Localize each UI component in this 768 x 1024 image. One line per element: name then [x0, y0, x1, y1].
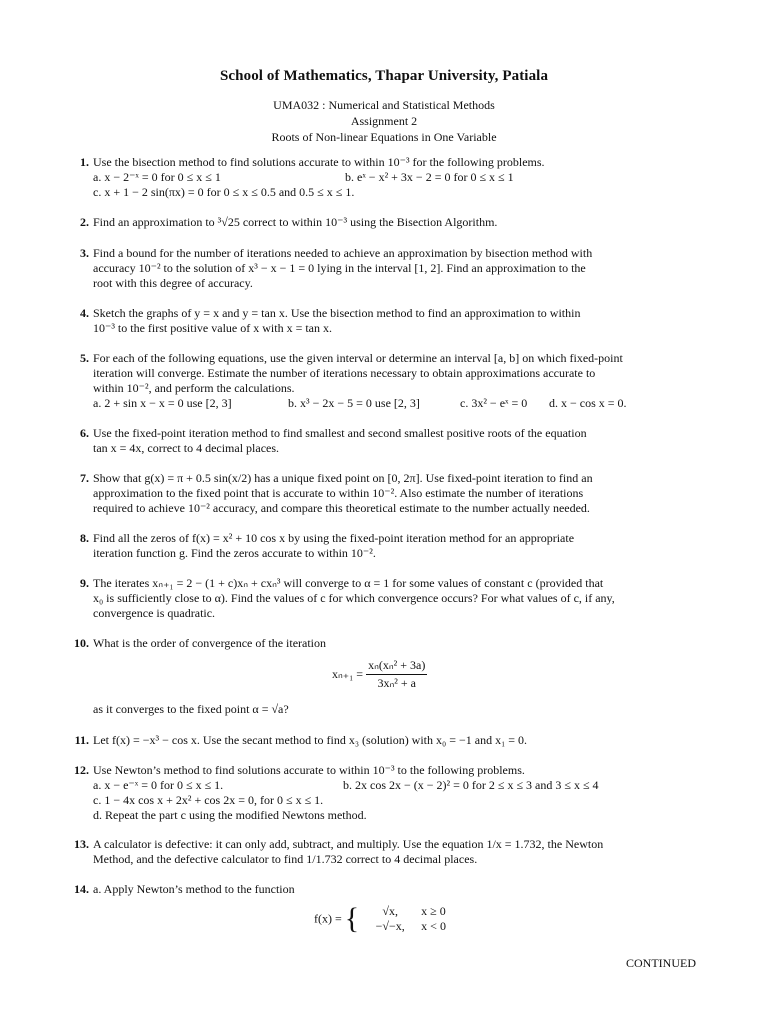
question-text-line-1: A calculator is defective: it can only add, subtract, and multiply. Use the equation 1/x = 1.732, the Newton	[93, 837, 604, 851]
question-11	[74, 733, 697, 748]
question-4	[80, 306, 697, 336]
question-number: 6.	[80, 426, 89, 440]
question-text-line-1: Find all the zeros of f(x) = x² + 10 cos x by using the fixed-point iteration method for an appropriate	[93, 531, 575, 545]
left-brace-icon: {	[344, 902, 360, 935]
question-number: 4.	[80, 306, 89, 320]
question-number: 3.	[80, 246, 89, 260]
topic-line: Roots of Non-linear Equations in One Variable	[271, 130, 497, 144]
question-text-line-3: required to achieve 10⁻² accuracy, and compare this theoretical estimate to the number actually needed.	[93, 501, 590, 515]
question-number: 9.	[80, 576, 89, 590]
part-c: c. 3x² − eˣ = 0	[460, 396, 528, 410]
question-12	[74, 763, 697, 823]
question-number: 10.	[74, 636, 89, 650]
question-5	[80, 351, 697, 411]
question-text-line-1: The iterates xₙ₊₁ = 2 − (1 + c)xₙ + cxₙ³ will converge to α = 1 for some values of constant c (provided that	[93, 576, 604, 590]
question-7	[80, 471, 697, 516]
page-title: School of Mathematics, Thapar University, Patiala	[219, 68, 549, 84]
question-text-line-2: iteration function g. Find the zeros accurate to within 10⁻².	[93, 546, 376, 560]
question-text-line-2: approximation to the fixed point that is accurate to within 10⁻². Also estimate the number of iterations	[93, 486, 584, 500]
question-parts	[93, 396, 697, 411]
question-9	[80, 576, 697, 621]
part-d: d. x − cos x = 0.	[549, 396, 627, 410]
question-6	[80, 426, 697, 456]
course-line: UMA032 : Numerical and Statistical Methods	[273, 98, 495, 112]
question-number: 8.	[80, 531, 89, 545]
question-number: 1.	[80, 155, 89, 169]
question-text-line-2: 10⁻³ to the first positive value of x with x = tan x.	[93, 321, 332, 335]
case-2-condition: x < 0	[421, 919, 446, 933]
question-text: Use the bisection method to find solutions accurate to within 10⁻³ for the following problems.	[93, 155, 545, 169]
question-text-line-2: x₀ is sufficiently close to α). Find the values of c for which convergence occurs? For what values of c, if any,	[93, 591, 615, 605]
question-1	[80, 155, 697, 200]
formula-lhs: xₙ₊₁ =	[332, 667, 364, 681]
assignment-line: Assignment 2	[350, 114, 418, 128]
question-text-line-2: iteration will converge. Estimate the number of iterations necessary to obtain approximations accurate to	[93, 366, 596, 380]
case-1	[362, 904, 446, 919]
question-text-line-1: Use the fixed-point iteration method to find smallest and second smallest positive roots of the equation	[93, 426, 587, 440]
question-parts	[93, 778, 697, 793]
part-b: b. x³ − 2x − 5 = 0 use [2, 3]	[288, 396, 420, 410]
case-1-condition: x ≥ 0	[421, 904, 446, 918]
question-number: 2.	[80, 215, 89, 229]
question-text-line-2: tan x = 4x, correct to 4 decimal places.	[93, 441, 280, 455]
part-a: a. x − e⁻ˣ = 0 for 0 ≤ x ≤ 1.	[93, 778, 224, 792]
question-text-line-2: accuracy 10⁻² to the solution of x³ − x − 1 = 0 lying in the interval [1, 2]. Find an approximation to the	[93, 261, 586, 275]
formula-numerator: xₙ(xₙ² + 3a)	[366, 658, 427, 675]
question-2	[80, 215, 697, 230]
part-a: a. 2 + sin x − x = 0 use [2, 3]	[93, 396, 232, 410]
question-text-after: as it converges to the fixed point α = √a?	[93, 702, 289, 716]
continued-label: CONTINUED	[626, 956, 696, 970]
piecewise-lhs: f(x) =	[314, 911, 342, 926]
question-text-line-2: Method, and the defective calculator to find 1/1.732 correct to 4 decimal places.	[93, 852, 478, 866]
question-text: Find an approximation to ³√25 correct to within 10⁻³ using the Bisection Algorithm.	[93, 215, 498, 229]
formula-fraction	[366, 658, 427, 691]
case-2-expr: −√−x,	[375, 919, 405, 933]
question-number: 7.	[80, 471, 89, 485]
question-text: a. Apply Newton’s method to the function	[93, 882, 295, 896]
piecewise-cases	[362, 904, 446, 934]
question-text: Let f(x) = −x³ − cos x. Use the secant method to find x₃ (solution) with x₀ = −1 and x₁ = 0.	[93, 733, 528, 747]
question-10	[74, 636, 697, 651]
question-text-line-1: For each of the following equations, use the given interval or determine an interval [a, b] on which fixed-point	[93, 351, 623, 365]
formula-denominator: 3xₙ² + a	[377, 676, 416, 690]
question-number: 14.	[74, 882, 89, 896]
question-text-line-1: Sketch the graphs of y = x and y = tan x. Use the bisection method to find an approximation to within	[93, 306, 581, 320]
question-13	[74, 837, 697, 867]
question-number: 5.	[80, 351, 89, 365]
question-text-line-3: convergence is quadratic.	[93, 606, 216, 620]
part-c: c. 1 − 4x cos x + 2x² + cos 2x = 0, for 0 ≤ x ≤ 1.	[93, 793, 324, 807]
part-d: d. Repeat the part c using the modified Newtons method.	[93, 808, 367, 822]
piecewise-function	[314, 904, 446, 934]
question-number: 13.	[74, 837, 89, 851]
question-14	[74, 882, 697, 897]
question-10-continuation	[93, 702, 697, 717]
part-c: c. x + 1 − 2 sin(πx) = 0 for 0 ≤ x ≤ 0.5 and 0.5 ≤ x ≤ 1.	[93, 185, 355, 199]
question-3	[80, 246, 697, 291]
question-text-line-3: within 10⁻², and perform the calculations.	[93, 381, 295, 395]
case-2	[362, 919, 446, 934]
question-number: 12.	[74, 763, 89, 777]
case-1-expr: √x,	[382, 904, 398, 918]
question-text-line-3: root with this degree of accuracy.	[93, 276, 253, 290]
question-text-line-1: Show that g(x) = π + 0.5 sin(x/2) has a unique fixed point on [0, 2π]. Use fixed-point iteration to find an	[93, 471, 593, 485]
iteration-formula	[332, 658, 427, 691]
question-8	[80, 531, 697, 561]
question-text-line-1: Find a bound for the number of iterations needed to achieve an approximation by bisection method with	[93, 246, 593, 260]
question-number: 11.	[74, 733, 89, 747]
question-text: Use Newton’s method to find solutions accurate to within 10⁻³ to the following problems.	[93, 763, 525, 777]
question-text: What is the order of convergence of the iteration	[93, 636, 327, 650]
part-a: a. x − 2⁻ˣ = 0 for 0 ≤ x ≤ 1	[93, 170, 221, 184]
question-parts	[93, 170, 697, 185]
part-b: b. eˣ − x² + 3x − 2 = 0 for 0 ≤ x ≤ 1	[345, 170, 514, 184]
part-b: b. 2x cos 2x − (x − 2)² = 0 for 2 ≤ x ≤ 3 and 3 ≤ x ≤ 4	[343, 778, 599, 792]
